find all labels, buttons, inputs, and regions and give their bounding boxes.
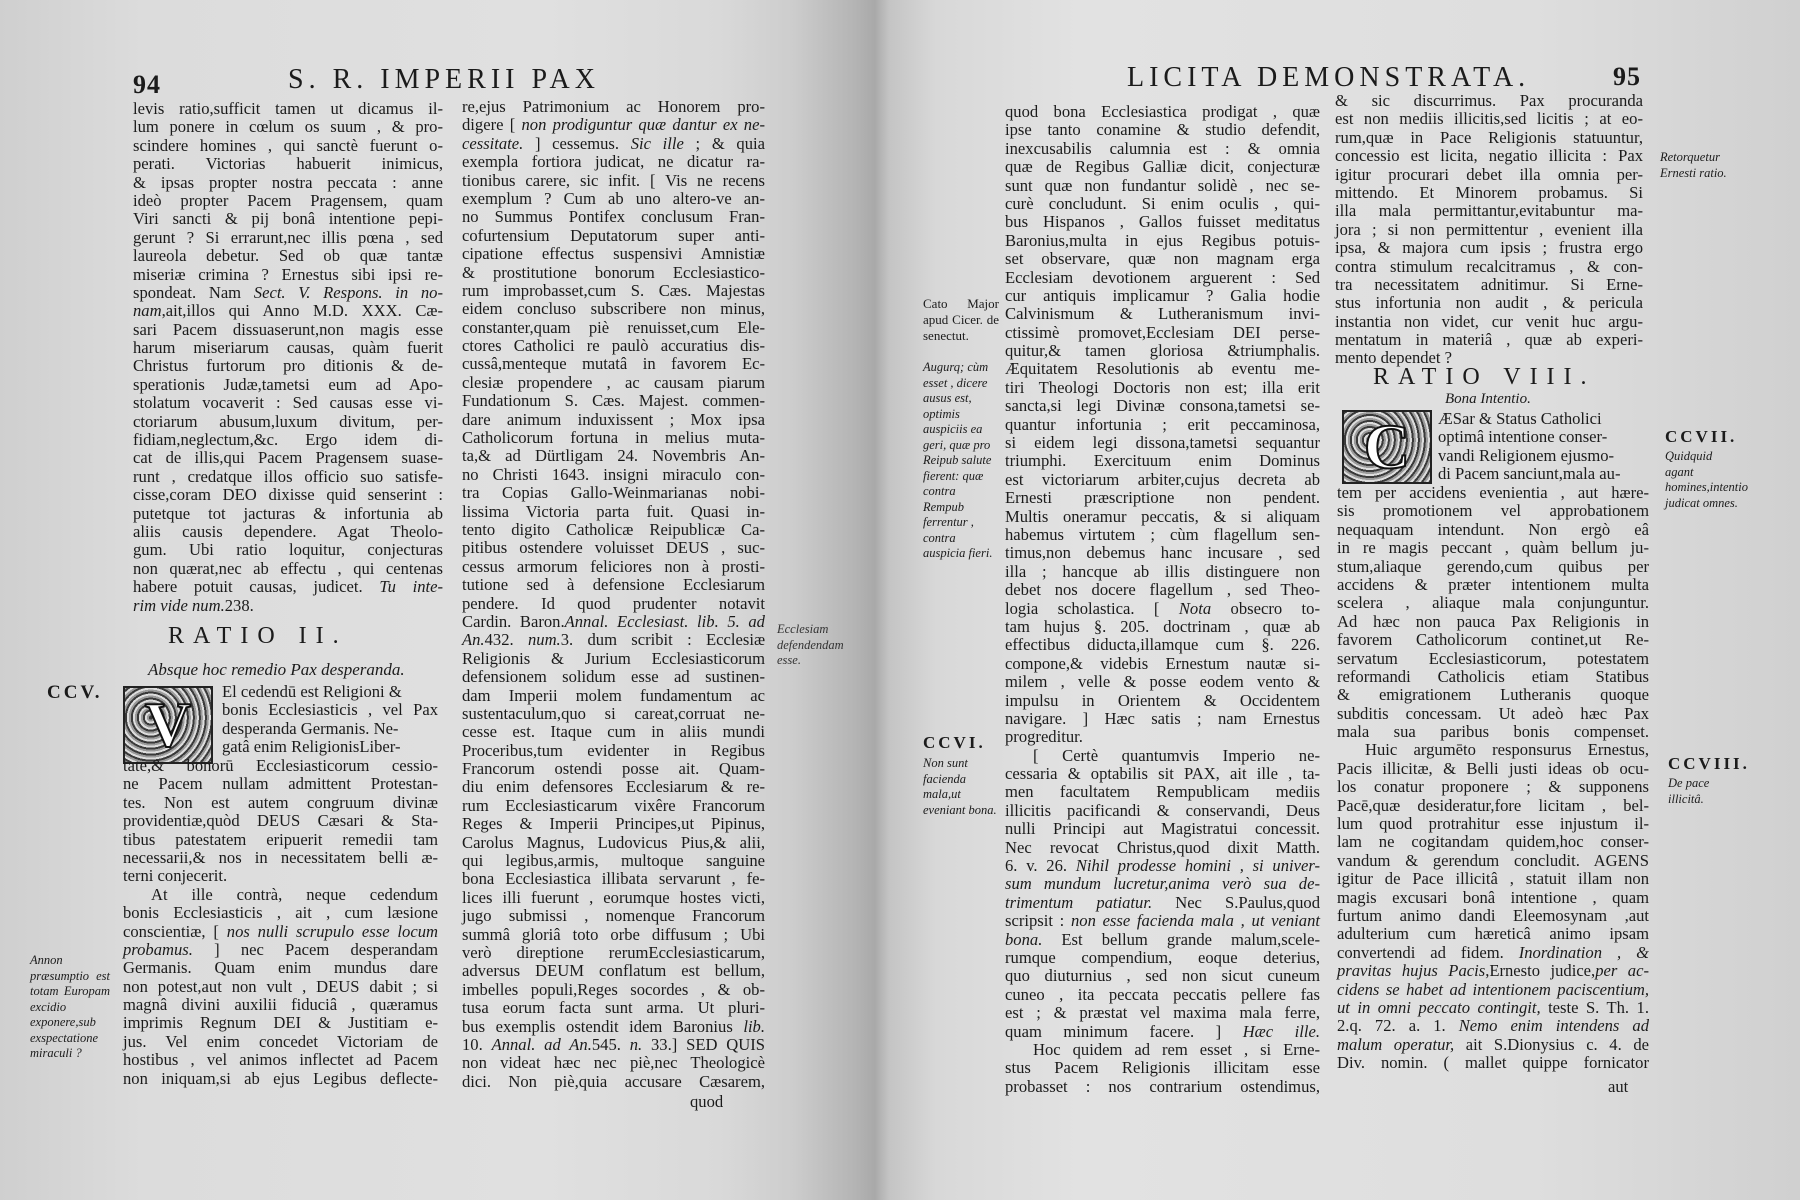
- text-line: laureola debetur. Sed ob quæ tantæ: [133, 246, 443, 266]
- text-line: providentiæ,quòd DEUS Cæsari & Sta-: [123, 811, 438, 831]
- text-line: pendere. Id quod prudenter notavit: [462, 593, 765, 613]
- text-line: cessaria & optabilis sit PAX, ait ille , ta-: [1005, 764, 1320, 784]
- text-line: pitibus ostendere voluisset DEUS , suc-: [462, 538, 765, 558]
- margin-note: Retorquetur Ernesti ratio.: [1660, 150, 1727, 180]
- text-line: jora ; si non permittentur , evenient illa: [1335, 219, 1643, 239]
- text-line: bonis Ecclesiasticis , ait , cum læsione: [123, 903, 438, 923]
- running-head: S. R. IMPERII PAX: [288, 64, 600, 95]
- text-line: & emigrationem Lutheranis quoque: [1337, 685, 1649, 705]
- margin-note: Annon præsumptio est totam Europam excidio exponere,sub exspectatione miraculi ?: [30, 953, 110, 1060]
- text-line: lum ponere in cœlum os suum , & pro-: [133, 117, 443, 137]
- text-line: cur antiquis implicamur ? Galia hodie: [1005, 285, 1320, 305]
- text-line: malum operatur, ait S.Dionysius c. 4. de: [1337, 1034, 1649, 1054]
- text-line: magis excusari bonâ intentione , quam: [1337, 887, 1649, 907]
- italic-text: An.: [462, 630, 485, 650]
- text-line: desperanda Germanis. Ne-: [222, 718, 399, 738]
- right-page: [880, 0, 1800, 1200]
- text-line: vandi Religionem ejusmo-: [1438, 445, 1615, 465]
- text-line: cisse,coram DEO dixisse quid senserint :: [133, 485, 443, 505]
- margin-note: Non sunt facienda mala,ut eveniant bona.: [923, 756, 997, 817]
- italic-text: nos nulli scrupulo esse locum: [226, 921, 438, 941]
- italic-text: ut in omni peccato contingit,: [1337, 997, 1541, 1017]
- text-line: tento digito Catholicæ Reipublicæ Ca-: [462, 519, 765, 539]
- text-line: tiri Theologi Doctoris non est; illa erit: [1005, 377, 1320, 397]
- text-line: optimâ intentione conser-: [1438, 427, 1608, 447]
- margin-note: Cato Major apud Cicer. de senectut.: [923, 296, 999, 343]
- text-line: impulsu in Orientem & Occidentem: [1005, 690, 1320, 710]
- text-line: ideò propter Pacem Pragensem, quam: [133, 190, 443, 210]
- text-line: terni conjecerit.: [123, 866, 228, 886]
- text-line: instantia non videt, cur venit huc argu-: [1335, 311, 1643, 331]
- text-line: timus,non debemus hanc incusare , sed: [1005, 543, 1320, 563]
- text-line: debet nos docere flagellum , sed Theo-: [1005, 580, 1320, 600]
- text-line: non iniquam,si ab ejus Legibus deflecte-: [123, 1068, 438, 1088]
- section-number: CCVII.: [1665, 427, 1738, 446]
- margin-note: Ecclesiam defendendam esse.: [777, 622, 844, 667]
- text-line: no Christi 1643. insigni miraculo con-: [462, 464, 765, 484]
- text-line: vandum & gerendum concludit. AGENS: [1337, 850, 1649, 870]
- text-line: ctores Catholici re paulò accuratius dis-: [462, 336, 765, 356]
- text-line: diu enim defensores Ecclesiarum & re-: [462, 777, 765, 797]
- text-line: sis promotionem vel approbationem: [1337, 501, 1649, 521]
- text-line: tes. Non est autem congruum divinæ: [123, 792, 438, 812]
- text-line: mittendo. Et Minorem probamus. Si: [1335, 182, 1643, 202]
- text-line: cessitate. ] cessemus. Sic ille ; & quia: [462, 133, 765, 153]
- text-line: harum miseriarum causas, quàm fuerit: [133, 338, 443, 358]
- italic-text: sum mundum lucretur,anima verò sua de-: [1005, 874, 1320, 894]
- text-line: nam,ait,illos qui Anno M.D. XXX. Cæ-: [133, 301, 443, 321]
- text-line: levis ratio,sufficit tamen ut dicamus il-: [133, 99, 443, 118]
- text-line: illa mala permittantur,evitabuntur ma-: [1335, 201, 1643, 221]
- italic-text: cidens se habet ad intentionem paciscentium,: [1337, 979, 1649, 999]
- text-line: 2.q. 72. a. 1. Nemo enim intendens ad: [1337, 1016, 1649, 1036]
- text-line: Multis oneramur peccatis, & si aliquam: [1005, 506, 1320, 526]
- text-line: Catholicorum fortuna in melius muta-: [462, 428, 765, 448]
- text-line: defensionem solidum esse ad sustinen-: [462, 667, 765, 687]
- text-line: lam ne cogitandam quidem,hoc conser-: [1337, 832, 1649, 852]
- text-line: nequaquam intendunt. Non ergò eâ: [1337, 519, 1649, 539]
- text-line: inexcusabilis calumnia est : & omnia: [1005, 138, 1320, 158]
- text-line: sustentaculum,quo si careat,corruat ne-: [462, 703, 765, 723]
- text-line: 6. v. 26. Nihil prodesse homini , si univer-: [1005, 856, 1320, 876]
- text-line: Ad hæc non pauca Pax Religionis in: [1337, 611, 1649, 631]
- text-line: concessio est licita, negatio illicita : Pax: [1335, 146, 1643, 166]
- text-line: logia scholastica. [ Nota obsecro to-: [1005, 598, 1320, 618]
- text-line: 10. Annal. ad An.545. n. 33.] SED QUIS: [462, 1034, 765, 1054]
- text-line: Nec revocat Christus,quod dixit Matth.: [1005, 837, 1320, 857]
- text-line: cat de illis,qui Pacem Pragensem suase-: [133, 448, 443, 468]
- text-line: curè concludunt. Si enim oculis , qui-: [1005, 193, 1320, 213]
- text-line: in re magis peccant , quàm bellum ju-: [1337, 538, 1649, 558]
- text-line: accidens & præter intentionem multa: [1337, 574, 1649, 594]
- text-line: scelera , aliaque mala conjunguntur.: [1337, 593, 1649, 613]
- drop-cap-letter: V: [144, 689, 192, 760]
- text-line: favorem Catholicorum continet,ut Re-: [1337, 630, 1649, 650]
- text-line: quantur infortunia ; erit peccaminosa,: [1005, 414, 1320, 434]
- text-line: jugo submissi , nomenque Francorum: [462, 906, 765, 926]
- text-line: dam Imperii molem fundamentum ac: [462, 685, 765, 705]
- text-line: stolatum vocaverit : Sed causas esse vi-: [133, 393, 443, 413]
- text-line: men facultatem Rempublicam mediis: [1005, 782, 1320, 802]
- text-line: constanter,quam piè renuisset,cum Ele-: [462, 317, 765, 337]
- column-text: [462, 98, 765, 1091]
- italic-text: Sect. V. Respons. in no-: [253, 282, 444, 302]
- left-page: [0, 0, 880, 1200]
- text-line: necessarii,& nos in necessitatem belli æ-: [123, 847, 438, 867]
- italic-text: nam: [133, 301, 162, 321]
- text-line: rim vide num.238.: [133, 595, 254, 615]
- text-line: ipse tanto conamine & studio defendit,: [1005, 120, 1320, 140]
- section-number: CCVI.: [923, 733, 986, 752]
- text-line: stus Pacem Religionis illicitam esse: [1005, 1058, 1320, 1078]
- page-number: 94: [133, 70, 161, 99]
- text-line: Religionis & Jurium Ecclesiasticorum: [462, 648, 765, 668]
- catchword: aut: [1608, 1077, 1629, 1096]
- text-line: exemplum ? Cum ab uno altero-ve an-: [462, 188, 765, 208]
- text-line: est non mediis illicitis,sed licitis ; at eo-: [1335, 109, 1643, 129]
- text-line: pravitas hujus Pacis,Ernesto judice,per ac-: [1337, 961, 1649, 981]
- text-line: mentatum in materiâ , quæ ab experi-: [1335, 330, 1643, 350]
- section-number: CCVIII.: [1668, 754, 1750, 773]
- text-line: lissima Victoria parta fuit. Quasi in-: [462, 501, 765, 521]
- text-line: aliis causis dependere. Agat Theolo-: [133, 521, 443, 541]
- text-line: tibus patestatem eripuerit remedii tam: [123, 829, 438, 849]
- text-line: Fundationum S. Cæs. Majest. commen-: [462, 391, 765, 411]
- text-line: bus Hispanos , Gallos fuisset meditatus: [1005, 212, 1320, 232]
- text-line: cipatione effectus suspensivi Amnistiæ: [462, 244, 765, 264]
- text-line: ut in omni peccato contingit, teste S. Th. 1.: [1337, 997, 1649, 1017]
- italic-text: Tu inte-: [379, 577, 444, 597]
- text-line: scindere homines , qui sanctè fuerunt o-: [133, 135, 443, 155]
- column-text: [133, 100, 443, 615]
- text-line: non videat hæc nec piè,nec Theologicè: [462, 1053, 765, 1073]
- text-line: igitur de Pace illicitâ , statuit illam non: [1337, 869, 1649, 889]
- italic-text: Annal. Ecclesiast. lib. 5. ad: [564, 611, 765, 631]
- text-line: fidiam,neglectum,&c. Ergo idem di-: [133, 430, 443, 450]
- text-line: qui legibus,armis, multoque sanguine: [462, 851, 765, 871]
- text-line: quam minimum facere. ] Hæc ille.: [1005, 1021, 1320, 1041]
- drop-cap-letter: C: [1363, 411, 1411, 482]
- text-line: Ernesti præscriptione non pendent.: [1005, 488, 1320, 508]
- italic-text: Nota: [1178, 598, 1212, 618]
- text-line: sari Pacem dissuaserunt,non magis esse: [133, 319, 443, 339]
- text-line: runt , credatque illos officio suo satisfe-: [133, 466, 443, 486]
- text-line: furtum animo dandi Eleemosynam ,aut: [1337, 905, 1649, 925]
- italic-text: n.: [629, 1034, 643, 1054]
- section-subtitle: Absque hoc remedio Pax desperanda.: [148, 660, 405, 679]
- text-line: ta,& ad Dürtligam 24. Novembris An-: [462, 446, 765, 466]
- italic-text: Nemo enim intendens ad: [1458, 1016, 1649, 1036]
- text-line: quitur,& tamen gloriosa &triumphalis.: [1005, 341, 1320, 361]
- margin-note: De pace illicitâ.: [1668, 776, 1710, 806]
- text-line: tusa eorum facta sunt arma. Ut pluri-: [462, 998, 765, 1018]
- text-line: subditis concessam. Ut adeò hæc Pax: [1337, 703, 1649, 723]
- section-subtitle: Bona Intentio.: [1445, 391, 1531, 407]
- text-line: adulterium cum hæreticâ animo ipsam: [1337, 924, 1649, 944]
- column-text: [1337, 484, 1649, 1073]
- text-line: perati. Victorias habuerit inimicus,: [133, 154, 443, 174]
- text-line: Carolus Magnus, Ludovicus Pius,& alii,: [462, 832, 765, 852]
- margin-note: Quidquid agant homines,intentio judicat omnes.: [1665, 449, 1748, 510]
- text-line: An.432. num.3. dum scribit : Ecclesiæ: [462, 630, 766, 650]
- italic-text: per ac-: [1595, 961, 1649, 981]
- text-line: Calvinismum & Lutheranismum invi-: [1005, 304, 1320, 324]
- italic-text: bona.: [1005, 929, 1043, 949]
- text-line: mento dependet ?: [1335, 348, 1453, 368]
- text-line: est ; & præstat vel maxima mala ferre,: [1005, 1003, 1320, 1023]
- text-line: ctoriarum abusum,luxum divitum, per-: [133, 411, 443, 431]
- italic-text: cessitate.: [462, 133, 524, 153]
- drop-cap-ornament: [1342, 410, 1432, 484]
- text-line: Cardin. Baron.Annal. Ecclesiast. lib. 5. ad: [462, 611, 765, 631]
- text-line: reformandi Catholicis etiam Statibus: [1337, 666, 1649, 686]
- section-heading: RATIO II.: [168, 623, 348, 649]
- italic-text: Inordination , &: [1518, 942, 1649, 962]
- text-line: triumphi. Exercituum enim Dominus: [1005, 451, 1320, 471]
- text-line: habere potuit causas, judicet. Tu inte-: [133, 577, 444, 597]
- text-line: Christus furtorum pro ditionis & de-: [133, 356, 443, 376]
- text-line: tem per accidens evenientia , aut hære-: [1337, 483, 1649, 502]
- text-line: Hoc quidem ad rem esset , si Erne-: [1033, 1039, 1320, 1059]
- text-line: dare animum induxissent ; Mox ipsa: [462, 409, 765, 429]
- column-text: [1438, 410, 1648, 484]
- text-line: lices illi fuerunt , eorumque hostes victi,: [462, 887, 765, 907]
- text-line: Div. nomin. ( mallet quippe fornicator: [1337, 1053, 1649, 1073]
- text-line: Reges & Imperii Principes,ut Pipinus,: [462, 814, 765, 834]
- text-line: Pacis illicitæ, & Belli justi ideas ob ocu-: [1337, 758, 1649, 778]
- text-line: est victoriarum arbiter,cujus decreta ab: [1005, 469, 1320, 489]
- text-line: rum improbasset,cum S. Cæs. Majestas: [462, 280, 765, 300]
- italic-text: non prodiguntur quæ dantur ex ne-: [521, 115, 765, 135]
- text-line: re,ejus Patrimonium ac Honorem pro-: [462, 97, 765, 116]
- text-line: sunt quæ non fundantur solidè , nec se-: [1005, 175, 1320, 195]
- text-line: dici. Non piè,quia accusare Cæsarem,: [462, 1071, 765, 1091]
- text-line: rum,quæ in Pace Religionis statuuntur,: [1335, 127, 1643, 147]
- text-line: & prostitutione bonorum Ecclesiastico-: [462, 262, 765, 282]
- text-line: adversus DEUM conflatum est bellum,: [462, 961, 765, 981]
- text-line: cofurtensium Deputatorum super anti-: [462, 225, 765, 245]
- column-text: [1005, 103, 1320, 1096]
- text-line: gum. Ubi ratio loquitur, conjecturas: [133, 540, 443, 560]
- text-line: bona Ecclesiastica illibata servarunt , fe-: [462, 869, 765, 889]
- text-line: rum Ecclesiasticarum vixêre Francorum: [462, 795, 765, 815]
- text-line: navigare. ] Hæc satis ; nam Ernestus: [1005, 708, 1320, 728]
- italic-text: lib.: [743, 1016, 765, 1036]
- column-text: [123, 757, 438, 1088]
- text-line: bus exemplis ostendit idem Baronius lib.: [462, 1016, 765, 1036]
- text-line: eidem concluso subscribere non minus,: [462, 299, 765, 319]
- text-line: [ Certè quantumvis Imperio ne-: [1033, 745, 1320, 765]
- text-line: scripsit : non esse facienda mala , ut veniant: [1005, 911, 1320, 931]
- text-line: miseriæ crimina ? Ernestus sibi ipsi re-: [133, 264, 443, 284]
- text-line: & ipsas propter nostra peccata : anne: [133, 172, 443, 192]
- text-line: ipsa, & majora cum ipsis ; frustra ergo: [1335, 238, 1643, 258]
- text-line: stum,aliaque gerendo,cum quibus per: [1337, 556, 1649, 576]
- text-line: los conatur proponere ; & supponens: [1337, 777, 1649, 797]
- text-line: [1337, 981, 1649, 999]
- text-line: cussâ,menteque mutatâ in favorem Ec-: [462, 354, 765, 374]
- text-line: cesse est. Itaque cum in aliis mundi: [462, 722, 765, 742]
- italic-text: probamus.: [123, 939, 193, 959]
- text-line: imbelles populi,Reges socordes , & ob-: [462, 979, 765, 999]
- text-line: probamus. ] nec Pacem desperandam: [123, 939, 438, 959]
- text-line: ne Pacem nullam admittent Protestan-: [123, 774, 438, 794]
- text-line: verò direptione rerumEcclesiasticarum,: [462, 942, 765, 962]
- text-line: putetque tot jacturas & infortunia ab: [133, 503, 443, 523]
- text-line: contra stimulum recalcitramus , & con-: [1335, 256, 1643, 276]
- section-number: CCV.: [47, 682, 103, 703]
- text-line: digere [ non prodiguntur quæ dantur ex ne-: [462, 115, 765, 135]
- text-line: si eidem legi dissona,tametsi sequantur: [1005, 433, 1320, 453]
- text-line: illa ; hancque ab illis distinguere non: [1005, 561, 1320, 581]
- text-line: progreditur.: [1005, 727, 1083, 747]
- text-line: tam hujus §. 205. doctrinam , quæ ab: [1005, 616, 1320, 636]
- text-line: di Pacem sanciunt,mala au-: [1438, 464, 1621, 484]
- text-line: quæ de Regibus Galliæ dicit, conjecturæ: [1005, 157, 1320, 177]
- text-line: Baronius,multa in ejus Regibus potuis-: [1005, 230, 1320, 250]
- italic-text: pravitas hujus Pacis: [1337, 961, 1486, 981]
- text-line: stus infortunia non audit , & pericula: [1335, 293, 1643, 313]
- text-line: Huic argumēto responsurus Ernestus,: [1365, 740, 1649, 760]
- text-line: tionibus carere, sic infit. [ Vis ne recens: [462, 170, 765, 190]
- text-line: conscientiæ, [ nos nulli scrupulo esse locum: [123, 921, 438, 941]
- text-line: bona. Est bellum grande malum,scele-: [1005, 929, 1320, 949]
- text-line: igitur procurari debet illa omnia per-: [1335, 164, 1643, 184]
- text-line: spondeat. Nam Sect. V. Respons. in no-: [133, 282, 444, 302]
- text-line: tra Copias Gallo-Weinmarianas nobi-: [462, 483, 765, 503]
- text-line: mala sua paribus bonis compenset.: [1337, 722, 1649, 742]
- text-line: rumque compendium, eoque deterius,: [1005, 947, 1320, 967]
- text-line: non potest,aut non vult , DEUS dabit ; si: [123, 976, 438, 996]
- text-line: effectibus diducta,illamque cum §. 226.: [1005, 635, 1320, 655]
- text-line: Francorum ostendi posse ait. Quam-: [462, 759, 765, 779]
- italic-text: malum operatur,: [1337, 1034, 1455, 1054]
- text-line: Proceribus,tum evidenter in Regibus: [462, 740, 765, 760]
- text-line: Ecclesiam devotionem arguerent : Sed: [1005, 267, 1320, 287]
- text-line: probasset : nos contrarium ostendimus,: [1005, 1076, 1320, 1096]
- text-line: & sic discurrimus. Pax procuranda: [1335, 91, 1643, 110]
- text-line: gatâ enim ReligionisLiber-: [222, 737, 401, 757]
- text-line: lum quod protrahitur esse injustum il-: [1337, 814, 1649, 834]
- text-line: clesiæ propendere , ac causam piarum: [462, 372, 765, 392]
- text-line: ctissimè promovet,Ecclesiam DEI perse-: [1005, 322, 1320, 342]
- text-line: sperationis Judæ,tametsi eum ad Apo-: [133, 374, 443, 394]
- text-line: milem , velle & posse eodem vento &: [1005, 672, 1320, 692]
- section-heading: RATIO VIII.: [1373, 364, 1596, 390]
- italic-text: non esse facienda mala , ut veniant: [1070, 911, 1320, 931]
- text-line: magnâ divini auxilii fiduciâ , quæramus: [123, 995, 438, 1015]
- text-line: exempla fortiora judicat, ne dicatur ra-: [462, 152, 765, 172]
- text-line: nulli Principi aut Magistratui concessit.: [1005, 819, 1320, 839]
- text-line: hostibus , vel animos inflectet ad Pacem: [123, 1050, 438, 1070]
- drop-cap-ornament: [123, 686, 213, 764]
- text-line: quod bona Ecclesiastica prodigat , quæ: [1005, 102, 1320, 121]
- text-line: convertendi ad fidem. Inordination , &: [1337, 942, 1649, 962]
- margin-note: Augurq; cùm esset , dicere ausus est, optimis auspiciis ea geri, quæ pro Reipub salute fierent: quæ contra Rempub ferrentur , contra auspicia fieri.: [923, 360, 993, 560]
- italic-text: rim vide num.: [133, 595, 225, 615]
- text-line: Viri sancti & pij bonâ intentione pepi-: [133, 209, 443, 229]
- catchword: quod: [690, 1092, 724, 1111]
- text-line: quo diuturnius , sed non sicut cuneum: [1005, 966, 1320, 986]
- text-line: cuneo , ita peccata peccatis pellere fas: [1005, 984, 1320, 1004]
- text-line: gerunt ? Si errarunt,nec illis pœna , sed: [133, 227, 443, 247]
- italic-text: Hæc ille.: [1242, 1021, 1320, 1041]
- text-line: Pacē,quæ desideratur,fore licitam , bel-: [1337, 795, 1649, 815]
- text-line: cessus armorum feliciores non à prosti-: [462, 556, 765, 576]
- text-line: trimentum patiatur. Nec S.Paulus,quod: [1005, 892, 1320, 912]
- text-line: illicitis pacificandi & conservandi, Deus: [1005, 800, 1320, 820]
- text-line: El cedendū est Religioni &: [222, 682, 402, 701]
- text-line: servatum Ecclesiasticorum, potestatem: [1337, 648, 1649, 668]
- italic-text: Nihil prodesse homini , si univer-: [1075, 856, 1320, 876]
- text-line: imprimis Regnum DEI & Justitiam e-: [123, 1013, 438, 1033]
- text-line: set observare, quæ non magnam erga: [1005, 249, 1320, 269]
- italic-text: Sic ille: [630, 133, 684, 153]
- text-line: [1005, 875, 1320, 893]
- text-line: no Summus Pontifex conclusum Fran-: [462, 207, 765, 227]
- italic-text: num.: [527, 630, 561, 650]
- page-number: 95: [1613, 62, 1641, 91]
- column-text: [222, 683, 438, 757]
- text-line: tra necessitatem adnitimur. Si Erne-: [1335, 274, 1643, 294]
- text-line: jus. Vel enim concedet Victoriam de: [123, 1031, 438, 1051]
- text-line: bonis Ecclesiasticis , vel Pax: [222, 700, 438, 720]
- text-line: At ille contrà, neque cedendum: [151, 884, 438, 904]
- text-line: Germanis. Quam enim mundus dare: [123, 958, 438, 978]
- text-line: summâ gloriâ toto orbe diffusum ; Ubi: [462, 924, 765, 944]
- text-line: habemus virtutem ; cùm flagellum sen-: [1005, 524, 1320, 544]
- italic-text: Annal. ad An.: [491, 1034, 592, 1054]
- text-line: Æquitatem Resolutionis ab eventu me-: [1005, 359, 1320, 379]
- text-line: compone,& videbis Ernestum nautæ si-: [1005, 653, 1320, 673]
- text-line: ÆSar & Status Catholici: [1438, 409, 1602, 428]
- text-line: tate,& bonorū Ecclesiasticorum cessio-: [123, 756, 438, 775]
- column-text: [1335, 92, 1643, 368]
- text-line: sancta,si legi Divinæ consona,tametsi se-: [1005, 396, 1320, 416]
- text-line: tutione sed à defensione Ecclesiarum: [462, 575, 765, 595]
- text-line: non quærat,nec ab effectu , qui centenas: [133, 558, 443, 578]
- running-head: LICITA DEMONSTRATA.: [1127, 62, 1531, 93]
- italic-text: trimentum patiatur.: [1005, 892, 1153, 912]
